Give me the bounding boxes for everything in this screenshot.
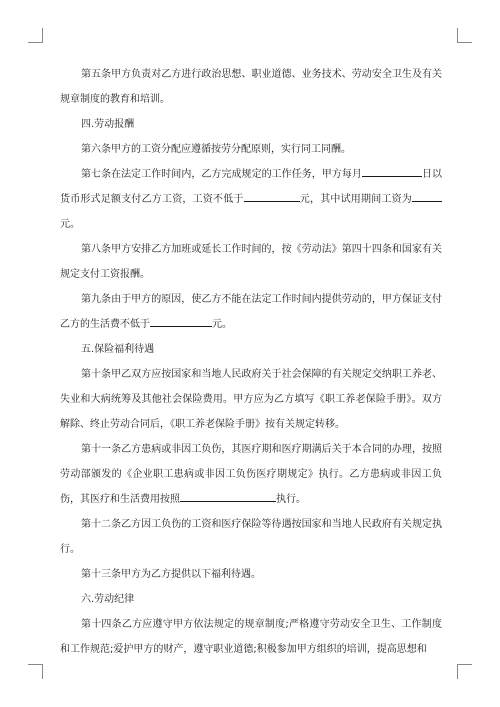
crop-mark-bottom-right (457, 664, 472, 679)
text-segment: 第十三条甲方为乙方提供以下福利待遇。 (81, 569, 261, 580)
clause-paragraph (60, 362, 442, 437)
text-segment: 执行。 (276, 494, 306, 505)
fill-in-blank (244, 191, 300, 202)
clause-paragraph (60, 562, 442, 587)
section-heading (60, 587, 442, 612)
text-segment: 第九条由于甲方的原因，使乙方不能在法定工作时间内提供劳动的，甲方保证支付乙方的生活费不低于 (60, 294, 442, 330)
text-segment: 第十条甲乙双方应按国家和当地人民政府关于社会保障的有关规定交纳职工养老、失业和大病统筹及其他社会保险费用。甲方应为乙方填写《职工养老保险手册》。双方解除、终止劳动合同后，《职工养老保险手册》按有关规定转移。 (60, 369, 442, 430)
text-segment: 元，其中试用期间工资为 (299, 194, 413, 205)
crop-mark-bottom-left (28, 664, 43, 679)
clause-paragraph (60, 512, 442, 562)
section-heading (60, 112, 442, 137)
text-segment: 第十二条乙方因工负伤的工资和医疗保险等待遇按国家和当地人民政府有关规定执行。 (60, 519, 442, 555)
text-segment: 日以货币形式足额支付乙方工资，工资不低于 (60, 169, 443, 205)
text-segment: 五.保险福利待遇 (81, 344, 155, 355)
fill-in-blank (412, 191, 442, 202)
fill-in-blank (362, 166, 422, 177)
clause-paragraph (60, 162, 442, 237)
clause-paragraph (60, 287, 442, 337)
text-segment: 元。 (60, 219, 80, 230)
clause-paragraph (60, 612, 442, 662)
text-segment: 六.劳动纪律 (81, 594, 135, 605)
clause-paragraph (60, 237, 442, 287)
text-segment: 第八条甲方安排乙方加班或延长工作时间的，按《劳动法》第四十四条和国家有关规定支付工资报酬。 (60, 244, 442, 280)
section-heading (60, 337, 442, 362)
text-segment: 第十四条乙方应遵守甲方依法规定的规章制度;严格遵守劳动安全卫生、工作制度和工作规范;爱护甲方的财产，遵守职业道德;积极参加甲方组织的培训，提高思想和 (60, 619, 442, 655)
text-segment: 元。 (212, 319, 232, 330)
crop-mark-top-right (457, 28, 472, 43)
crop-mark-top-left (28, 28, 43, 43)
document-body (60, 62, 442, 662)
text-segment: 第十一条乙方患病或非因工负伤，其医疗期和医疗期满后关于本合同的办理，按照劳动部颁发的《企业职工患病或非因工负伤医疗期规定》执行。乙方患病或非因工负伤，其医疗和生活费用按照 (60, 444, 442, 505)
text-segment: 第六条甲方的工资分配应遵循按劳分配原则，实行同工同酬。 (81, 144, 351, 155)
fill-in-blank (150, 316, 212, 327)
text-segment: 四.劳动报酬 (81, 119, 135, 130)
clause-paragraph (60, 437, 442, 512)
text-segment: 第七条在法定工作时间内，乙方完成规定的工作任务，甲方每月 (81, 169, 362, 180)
text-segment: 第五条甲方负责对乙方进行政治思想、职业道德、业务技术、劳动安全卫生及有关规章制度的教育和培训。 (60, 69, 442, 105)
fill-in-blank (180, 491, 276, 502)
clause-paragraph (60, 62, 442, 112)
clause-paragraph (60, 137, 442, 162)
